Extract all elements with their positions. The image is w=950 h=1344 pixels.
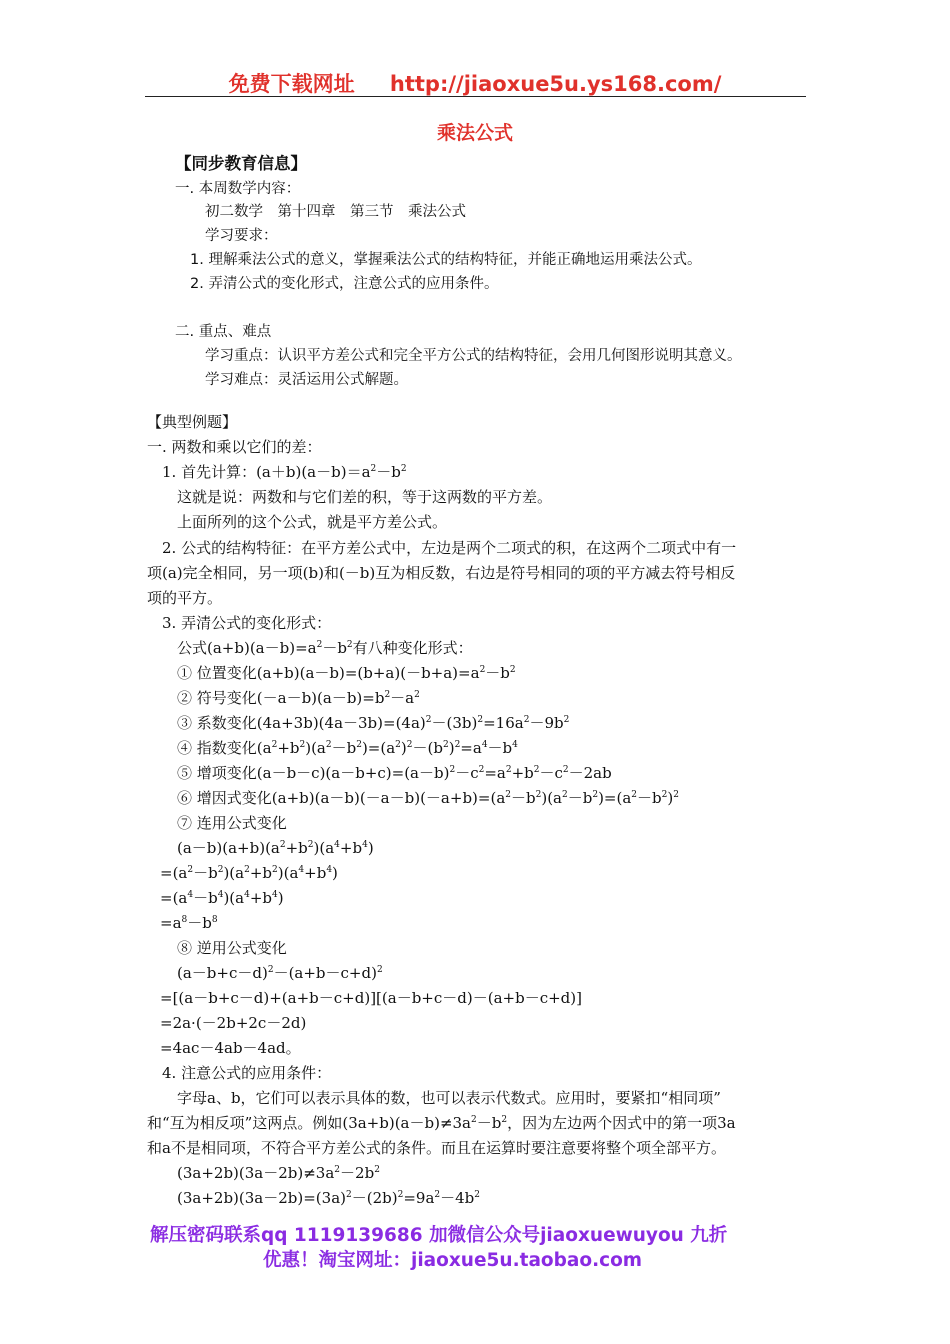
content-line: 初二数学 第十四章 第三节 乘法公式 [205, 204, 466, 220]
variation-1: ① 位置变化$(a+b)(a-b)=(b+a)(-b+a)=a^2-b^2$ [177, 664, 516, 682]
variation-8-line-3: =2a·(－2b+2c－2d) [160, 1014, 307, 1032]
point-4-example-1: $(3a+2b)(3a-2b)\ne 3a^2-2b^2$ [177, 1164, 380, 1182]
header-label: 免费下载网址 [228, 72, 355, 96]
variation-8-line-1: $(a-b+c-d)^2-(a+b-c+d)^2$ [177, 964, 383, 982]
footer-line-2: 优惠！淘宝网址：jiaoxue5u.taobao.com [263, 1250, 643, 1271]
point-2-line-1: 2. 公式的结构特征：在平方差公式中，左边是两个二项式的积，在这两个二项式中有一 [162, 539, 737, 557]
variation-8-title: ⑧ 逆用公式变化 [177, 939, 287, 957]
key-point: 学习重点：认识平方差公式和完全平方公式的结构特征，会用几何图形说明其意义。 [205, 348, 742, 364]
page-header [0, 68, 950, 98]
variation-7-line-3: $=(a^4-b^4)(a^4+b^4)$ [160, 889, 284, 907]
point-4-title: 4. 注意公式的应用条件： [162, 1064, 332, 1082]
point-3-title: 3. 弄清公式的变化形式： [162, 614, 332, 632]
examples-section-1: 一. 两数和乘以它们的差： [147, 438, 322, 456]
requirement-1: 1. 理解乘法公式的意义，掌握乘法公式的结构特征，并能正确地运用乘法公式。 [190, 252, 702, 268]
point-1-formula: 1. 首先计算：$(a+b)(a-b)=a^2-b^2$ [162, 463, 407, 481]
variation-6: ⑥ 增因式变化$(a+b)(a-b)(-a-b)(-a+b)=(a^2-b^2)(a^2-b^2)=(a^2-b^2)^2$ [177, 789, 679, 807]
variation-3: ③ 系数变化$(4a+3b)(4a-3b)=(4a)^2-(3b)^2=16a^2-9b^2$ [177, 714, 570, 732]
section-2-title: 二. 重点、难点 [175, 324, 272, 340]
variation-7-line-4: $=a^8-b^8$ [160, 914, 218, 932]
point-4-line-1: 字母a、b，它们可以表示具体的数，也可以表示代数式。应用时，要紧扣“相同项” [177, 1089, 721, 1107]
sync-info-heading: 【同步教育信息】 [175, 154, 307, 173]
header-url[interactable]: http://jiaoxue5u.ys168.com/ [389, 72, 722, 96]
variation-4: ④ 指数变化$(a^2+b^2)(a^2-b^2)=(a^2)^2-(b^2)^2=a^4-b^4$ [177, 739, 518, 757]
variation-7-line-1: $(a-b)(a+b)(a^2+b^2)(a^4+b^4)$ [177, 839, 374, 857]
variation-8-line-4: =4ac－4ab－4ad。 [160, 1039, 301, 1057]
page-title: 乘法公式 [436, 122, 513, 144]
variation-7-title: ⑦ 连用公式变化 [177, 814, 287, 832]
point-2-line-3: 项的平方。 [147, 589, 223, 607]
requirement-2: 2. 弄清公式的变化形式，注意公式的应用条件。 [190, 276, 499, 292]
variation-7-line-2: $=(a^2-b^2)(a^2+b^2)(a^4+b^4)$ [160, 864, 338, 882]
variation-2: ② 符号变化$(-a-b)(a-b)=b^2-a^2$ [177, 689, 420, 707]
point-3-intro: 公式$(a+b)(a-b)=a^2-b^2$有八种变化形式： [177, 639, 473, 657]
difficult-point: 学习难点：灵活运用公式解题。 [205, 372, 408, 388]
header-divider [145, 96, 806, 97]
footer-line-1: 解压密码联系qq 1119139686 加微信公众号jiaoxuewuyou 九折 [150, 1225, 728, 1246]
point-4-line-3: 和a不是相同项，不符合平方差公式的条件。而且在运算时要注意要将整个项全部平方。 [147, 1139, 726, 1157]
variation-8-line-2: =[(a－b+c－d)+(a+b－c+d)][(a－b+c－d)－(a+b－c+d)] [160, 989, 582, 1007]
requirements-label: 学习要求： [205, 228, 278, 244]
point-1-desc-2: 上面所列的这个公式，就是平方差公式。 [177, 513, 448, 531]
point-4-example-2: $(3a+2b)(3a-2b)=(3a)^2-(2b)^2=9a^2-4b^2$ [177, 1189, 481, 1207]
section-1-title: 一. 本周数学内容： [175, 181, 301, 197]
examples-heading: 【典型例题】 [147, 413, 238, 431]
point-2-line-2: 项(a)完全相同，另一项(b)和(－b)互为相反数，右边是符号相同的项的平方减去符号相反 [147, 564, 736, 582]
point-1-desc-1: 这就是说：两数和与它们差的积，等于这两数的平方差。 [177, 488, 553, 506]
point-4-line-2: 和“互为相反项”这两点。例如$(3a+b)(a-b)\ne 3a^2-b^2$，因为左边两个因式中的第一项3a [147, 1114, 736, 1132]
variation-5: ⑤ 增项变化$(a-b-c)(a-b+c)=(a-b)^2-c^2=a^2+b^2-c^2-2ab$ [177, 764, 612, 782]
